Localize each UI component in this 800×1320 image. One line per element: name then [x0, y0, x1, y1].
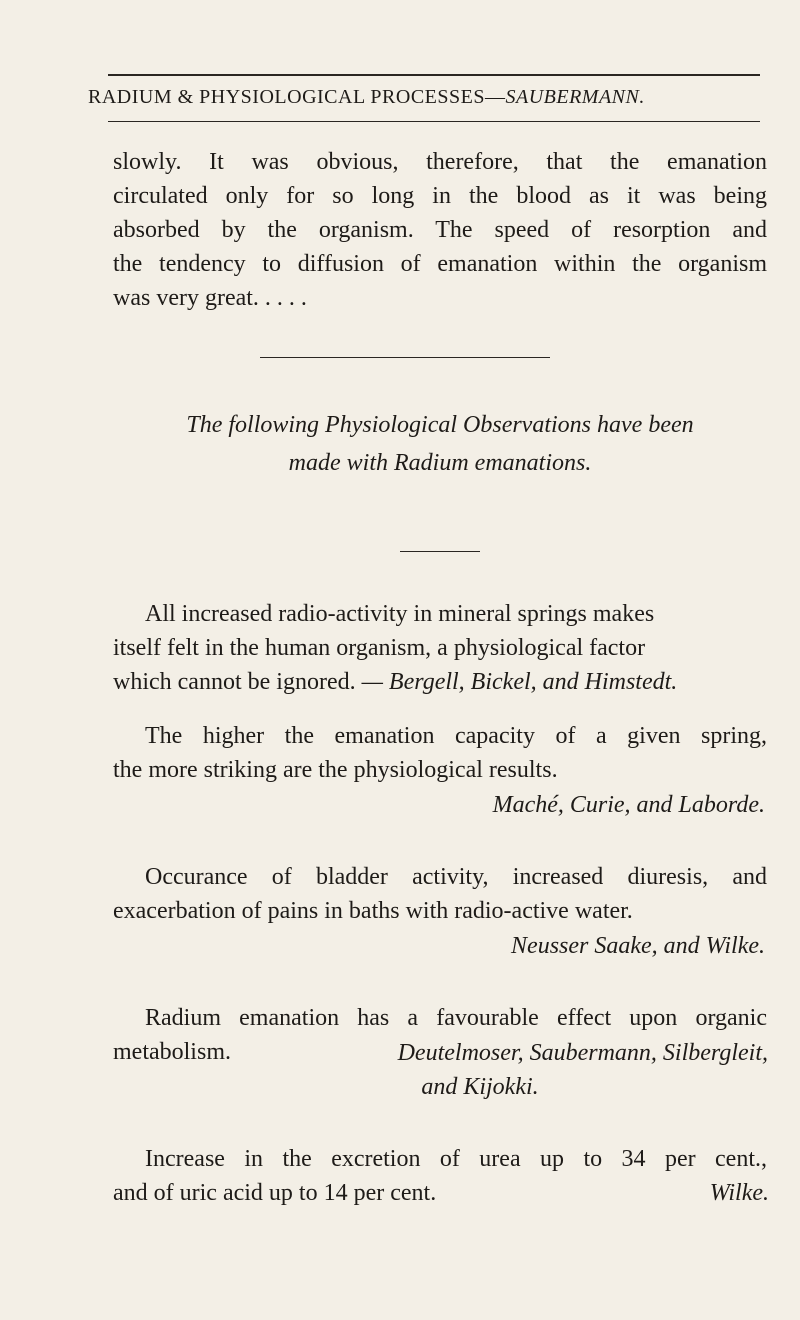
observation-paragraph — [113, 597, 767, 699]
observation-line-last: the more striking are the physiological results. — [113, 757, 558, 783]
observation-paragraph — [113, 1142, 767, 1210]
observation-line: Increase in the excretion of urea up to 34 per cent., — [145, 1146, 767, 1172]
running-head-title: RADIUM & PHYSIOLOGICAL PROCESSES— — [88, 86, 506, 108]
observation-line: Occurance of bladder activity, increased diuresis, and — [145, 864, 767, 890]
observation-line: itself felt in the human organism, a physiological factor — [113, 635, 646, 661]
intro-line: absorbed by the organism. The speed of resorption and — [113, 217, 767, 243]
observation-citation: — Bergell, Bickel, and Himstedt. — [361, 669, 678, 695]
observation-line: The higher the emanation capacity of a given spring, — [145, 723, 767, 749]
section-heading-line: The following Physiological Observations have been — [186, 412, 694, 438]
observation-line-last: and of uric acid up to 14 per cent. Wilke. — [113, 1176, 767, 1210]
observation-line: Radium emanation has a favourable effect upon organic — [145, 1005, 767, 1031]
observation-line: All increased radio-activity in mineral springs makes — [145, 601, 655, 627]
intro-line: circulated only for so long in the blood as it was being — [113, 183, 767, 209]
short-rule — [400, 551, 480, 552]
header-rule — [108, 121, 760, 122]
intro-paragraph — [113, 145, 767, 315]
section-heading — [113, 406, 767, 482]
observation-line-last: metabolism. — [113, 1039, 231, 1065]
observation-paragraph — [113, 860, 767, 928]
observation-paragraph — [113, 719, 767, 787]
intro-line-last: was very great. . . . . — [113, 285, 307, 311]
observation-citation-continued: and Kijokki. — [421, 1074, 539, 1100]
observation-citation: Wilke. — [709, 1180, 769, 1206]
intro-line: the tendency to diffusion of emanation within the organism — [113, 251, 767, 277]
observation-line-last: exacerbation of pains in baths with radio-active water. — [113, 898, 633, 924]
observation-citation: Deutelmoser, Saubermann, Silbergleit, — [397, 1040, 768, 1066]
observation-citation: Maché, Curie, and Laborde. — [492, 792, 765, 818]
section-rule — [260, 357, 550, 358]
running-head-author: SAUBERMANN. — [505, 86, 645, 108]
top-rule — [108, 74, 760, 76]
observation-line-last: which cannot be ignored. — Bergell, Bickel, and Himstedt. — [113, 669, 678, 695]
observation-citation: Neusser Saake, and Wilke. — [511, 933, 765, 959]
intro-line: slowly. It was obvious, therefore, that the emanation — [113, 149, 767, 175]
running-head — [88, 86, 800, 109]
section-heading-line: made with Radium emanations. — [288, 450, 592, 476]
